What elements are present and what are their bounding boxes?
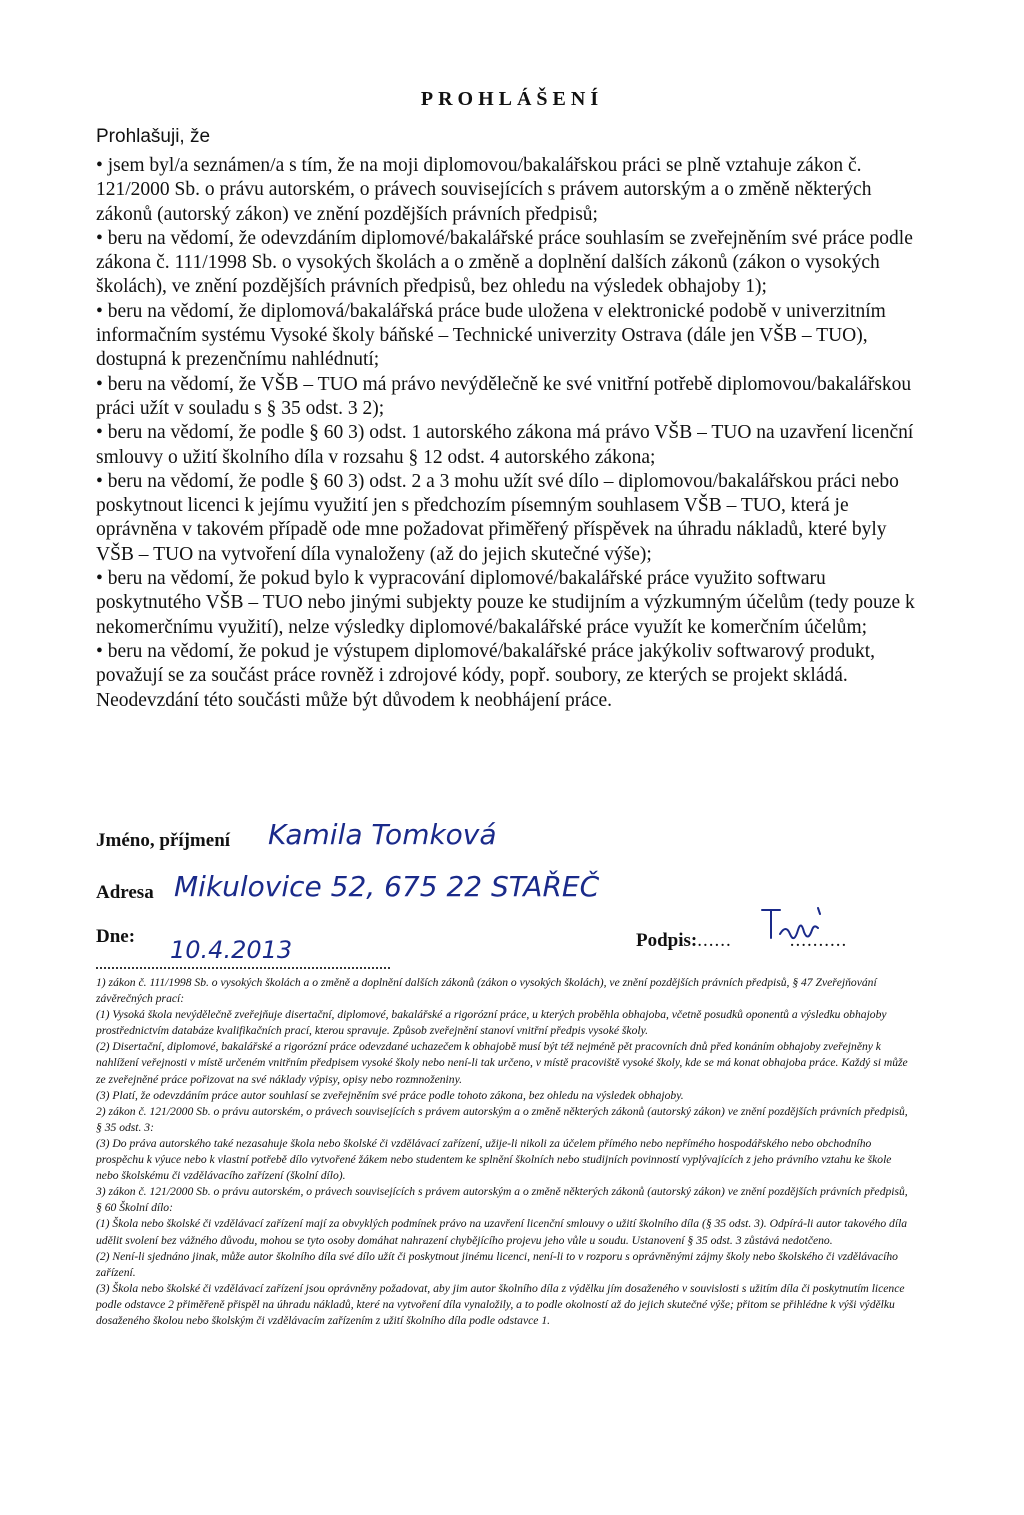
footnote: (1) Škola nebo školské či vzdělávací zařízení mají za obvyklých podmínek právo na uzavření licenční smlouvy o užití školního díla (§ 35 odst. 3). Odpírá-li autor takového díla udělit svolení bez vážného důvodu, mohou se tyto osoby domáhat nahrazení chybějícího projevu jeho vůle u soudu. Ustanovení § 35 odst. 3 zůstává nedotčeno.	[96, 1217, 908, 1247]
list-item-text: beru na vědomí, že podle § 60 3) odst. 2 a 3 mohu užít své dílo – diplomovou/bakalářskou práci nebo poskytnout licenci k jejímu využití jen s předchozím písemným souhlasem VŠB – TUO, která je oprávněna v takovém případě ode mne požadovat přiměřený příspěvek na úhradu nákladů, které byly VŠB – TUO na vytvoření díla vynaloženy (až do jejich skutečné výše);	[96, 470, 899, 565]
list-item-text: jsem byl/a seznámen/a s tím, že na moji diplomovou/bakalářskou práci se plně vztahuje zákon č. 121/2000 Sb. o právu autorském, o právech souvisejících s právem autorským a o změně některých zákonů (autorský zákon) ve znění pozdějších právních předpisů;	[96, 155, 872, 225]
date-value[interactable]: 10.4.2013	[170, 936, 293, 964]
signature-line: ......	[697, 930, 732, 951]
footnote: 2) zákon č. 121/2000 Sb. o právu autorském, o právech souvisejících s právem autorským a o změně některých zákonů (autorský zákon) ve znění pozdějších právních předpisů, § 35 odst. 3:	[96, 1104, 908, 1134]
footnote: (1) Vysoká škola nevýdělečně zveřejňuje disertační, diplomové, bakalářské a rigorózní práce, u kterých proběhla obhajoba, včetně posudků oponentů a výsledku obhajoby prostřednictvím databáze kvalifikačních prací, kterou spravuje. Způsob zveřejnění stanoví vnitřní předpis vysoké školy.	[96, 1008, 887, 1038]
list-item	[96, 421, 916, 470]
list-item-text: beru na vědomí, že odevzdáním diplomové/bakalářské práce souhlasím se zveřejněním své práce podle zákona č. 111/1998 Sb. o vysokých školách a o změně a doplnění dalších zákonů (zákon o vysokých školách), ve znění pozdějších právních předpisů, bez ohledu na výsledek obhajoby 1);	[96, 227, 913, 298]
bullet-icon: •	[96, 227, 103, 249]
bullet-icon: •	[96, 422, 103, 444]
date-label: Dne:	[96, 926, 136, 947]
date-row	[96, 926, 135, 948]
footnote: (3) Platí, že odevzdáním práce autor souhlasí se zveřejněním své práce podle tohoto zákona, bez ohledu na výsledek obhajoby.	[96, 1088, 684, 1102]
bullet-icon: •	[96, 640, 103, 662]
list-item	[96, 470, 916, 567]
footnote: 3) zákon č. 121/2000 Sb. o právu autorském, o právech souvisejících s právem autorským a o změně některých zákonů (autorský zákon) ve znění pozdějších právních předpisů, § 60 Školní dílo:	[96, 1185, 908, 1215]
list-item	[96, 373, 916, 422]
name-row	[96, 830, 230, 852]
address-row	[96, 882, 154, 904]
name-label: Jméno, příjmení	[96, 830, 231, 851]
list-item-text: beru na vědomí, že pokud je výstupem diplomové/bakalářské práce jakýkoliv softwarový produkt, považují se za součást práce rovněž i zdrojové kódy, popř. soubory, ze kterých se projekt skládá. Neodevzdání této součásti může být důvodem k neobhájení práce.	[96, 640, 876, 711]
footnote-divider	[96, 967, 390, 969]
footnote: (2) Disertační, diplomové, bakalářské a rigorózní práce odevzdané uchazečem k obhajobě musí být též nejméně pět pracovních dnů před konáním obhajoby zveřejněny k nahlížení veřejnosti v místě určeném vnitřním předpisem vysoké školy nebo není-li tak určeno, v místě pracoviště vysoké školy, kde se má konat obhajoba práce. Každý si může ze zveřejněné práce pořizovat na své náklady výpisy, opisy nebo rozmnoženiny.	[96, 1040, 908, 1086]
signature-line: ..........	[789, 930, 848, 951]
footnote: (2) Není-li sjednáno jinak, může autor školního díla své dílo užít či poskytnout jinému licenci, není-li to v rozporu s oprávněnými zájmy školy nebo školského či vzdělávacího zařízení.	[96, 1249, 898, 1279]
footnotes	[96, 975, 908, 1329]
list-item	[96, 227, 916, 300]
footnote: 1) zákon č. 111/1998 Sb. o vysokých školách a o změně a doplnění dalších zákonů (zákon o vysokých školách), ve znění pozdějších právních předpisů, § 47 Zveřejňování závěrečných prací:	[96, 976, 877, 1006]
list-item	[96, 567, 916, 640]
declaration-list	[96, 154, 916, 713]
bullet-icon: •	[96, 155, 103, 176]
list-item	[96, 640, 916, 713]
name-value[interactable]: Kamila Tomková	[268, 818, 497, 851]
footnote: (3) Do práva autorského také nezasahuje škola nebo školské či vzdělávací zařízení, užije-li nikoli za účelem přímého nebo nepřímého hospodářského nebo obchodního prospěchu k výuce nebo k vlastní potřebě dílo vytvořené žákem nebo studentem ke splnění školních nebo studijních povinností vyplývajících z jeho právního vztahu ke škole nebo školskému či vzdělávacího zařízení (školní dílo).	[96, 1136, 892, 1183]
intro-text: Prohlašuji, že	[96, 126, 211, 147]
bullet-icon: •	[96, 470, 103, 492]
bullet-icon: •	[96, 300, 103, 322]
footnote: (3) Škola nebo školské či vzdělávací zařízení jsou oprávněny požadovat, aby jim autor školního díla z výdělku jím dosaženého v souvislosti s užitím díla či poskytnutím licence podle odstavce 2 přiměřeně přispěl na úhradu nákladů, které na vytvoření díla vynaložily, a to podle okolností až do jejich skutečné výše; přitom se přihlédne k výši výdělku dosaženého školou nebo školským či vzdělávacím zařízením z užití školního díla podle odstavce 1.	[96, 1281, 905, 1327]
signature-icon	[756, 904, 826, 944]
list-item-text: beru na vědomí, že pokud bylo k vypracování diplomové/bakalářské práce využito softwaru poskytnutého VŠB – TUO nebo jinými subjekty pouze ke studijním a výzkumným účelům (tedy pouze k nekomerčnímu využití), nelze výsledky diplomové/bakalářské práce využít ke komerčním účelům;	[96, 568, 915, 638]
list-item	[96, 154, 916, 227]
document-title: PROHLÁŠENÍ	[420, 88, 604, 110]
bullet-icon: •	[96, 568, 103, 590]
address-label: Adresa	[96, 882, 154, 903]
list-item	[96, 300, 916, 373]
signature-label: Podpis:	[636, 930, 698, 951]
address-value[interactable]: Mikulovice 52, 675 22 STAŘEČ	[174, 870, 600, 903]
list-item-text: beru na vědomí, že VŠB – TUO má právo nevýdělečně ke své vnitřní potřebě diplomovou/bakalářskou práci užít v souladu s § 35 odst. 3 2);	[96, 373, 912, 419]
list-item-text: beru na vědomí, že podle § 60 3) odst. 1 autorského zákona má právo VŠB – TUO na uzavření licenční smlouvy o užití školního díla v rozsahu § 12 odst. 4 autorského zákona;	[96, 422, 914, 468]
bullet-icon: •	[96, 373, 103, 395]
list-item-text: beru na vědomí, že diplomová/bakalářská práce bude uložena v elektronické podobě v univerzitním informačním systému Vysoké školy báňské – Technické univerzity Ostrava (dále jen VŠB – TUO), dostupná k prezenčnímu nahlédnutí;	[96, 300, 886, 371]
